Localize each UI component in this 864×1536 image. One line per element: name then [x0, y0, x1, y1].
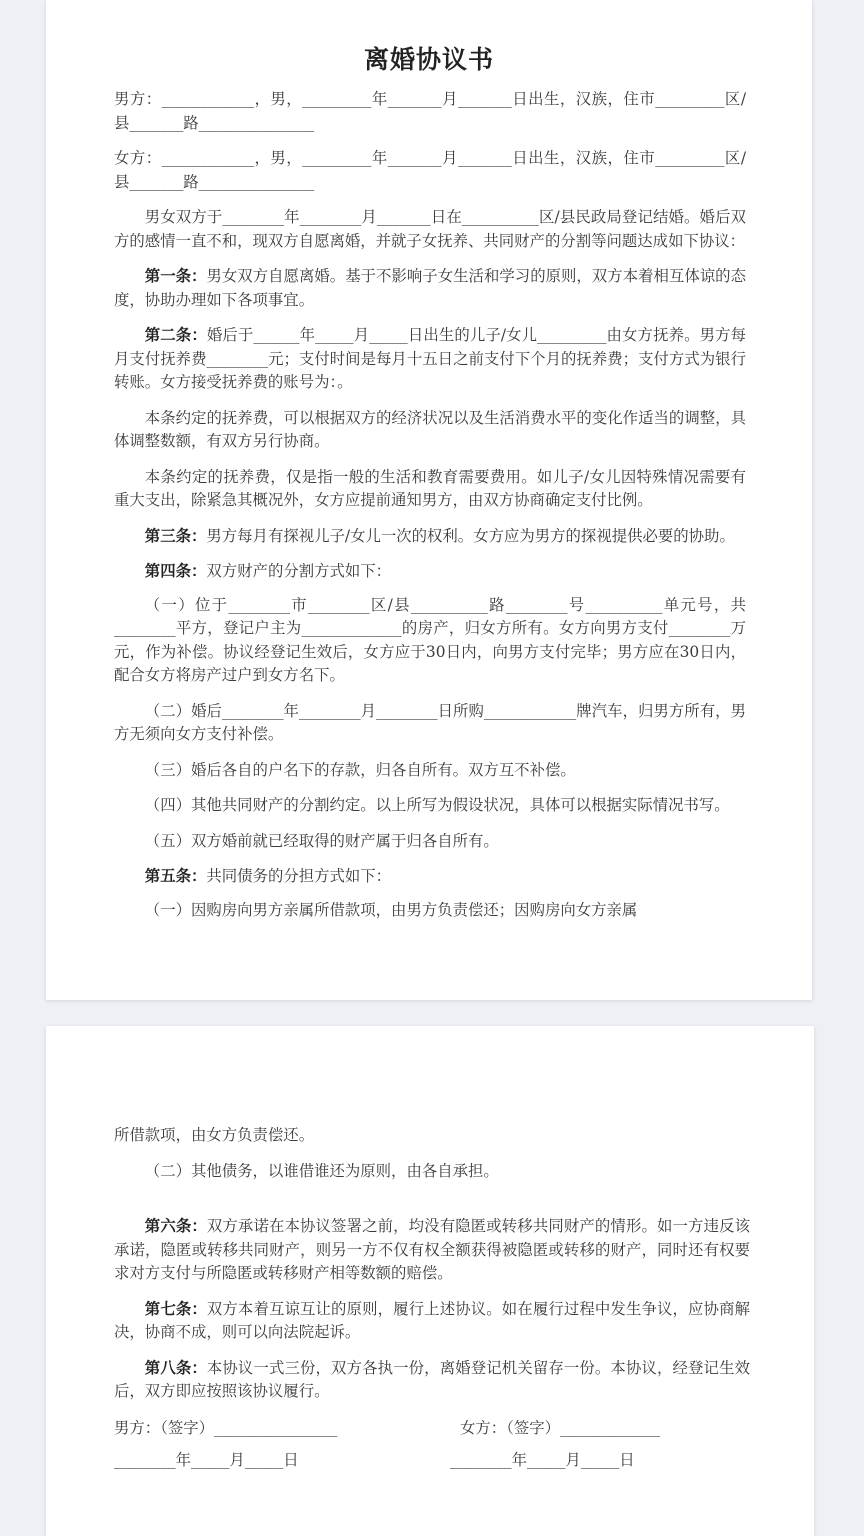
article-4-item-5: （五）双方婚前就已经取得的财产属于归各自所有。: [144, 831, 499, 850]
male-signature-date: ________年_____月_____日: [114, 1451, 299, 1469]
preamble-paragraph: 男女双方于________年________月_______日在__________区/县民政局登记结婚。婚后双方的感情一直不和，现双方自愿离婚，并就子女抚养、共同财产的分割等问题达成如下协议：: [114, 208, 746, 250]
article-5-item-1: （一）因购房向男方亲属所借款项，由男方负责偿还；因购房向女方亲属: [144, 900, 638, 919]
article-4: 第四条：双方财产的分割方式如下：: [144, 562, 392, 580]
article-3: 第三条：男方每月有探视儿子/女儿一次的权利。女方应为男方的探视提供必要的协助。: [144, 526, 735, 545]
article-4-item-2: （二）婚后________年________月________日所购____________牌汽车，归男方所有，男方无须向女方支付补偿。: [114, 701, 746, 743]
article-4-item-1: （一）位于________市________区/县__________路________号__________单元号，共________平方，登记户主为_____________的房产，归女方所有。女方向男方支付________万元，作为补偿。协议经登记生效后，女方应于30日内，向男方支付完毕；男方应在30日内，配合女方将房产过户到女方名下。: [114, 595, 746, 684]
male-signature-line: 男方：（签字）________________: [114, 1419, 338, 1437]
female-party-info: 女方：____________，男，_________年_______月_______日出生，汉族，住市_________区/县_______路_______________: [114, 149, 746, 191]
document-page-1: [46, 0, 812, 1000]
document-title: 离婚协议书: [363, 45, 494, 74]
spacer: [114, 1195, 750, 1215]
document-page-2: [46, 1026, 814, 1536]
page-2-body: [114, 1124, 750, 1416]
female-signature-line: 女方：（签字）_____________: [460, 1419, 661, 1437]
article-1: 第一条：男女双方自愿离婚。基于不影响子女生活和学习的原则，双方本着相互体谅的态度，协助办理如下各项事宜。: [114, 267, 746, 309]
page-1-body: [114, 88, 746, 934]
article-5-item-1-continued: 所借款项，由女方负责偿还。: [114, 1126, 315, 1144]
article-5-item-2: （二）其他债务，以谁借谁还为原则，由各自承担。: [144, 1161, 499, 1180]
article-6: 第六条：双方承诺在本协议签署之前，均没有隐匿或转移共同财产的情形。如一方违反该承诺，隐匿或转移共同财产，则另一方不仅有权全额获得被隐匿或转移的财产，同时还有权要求对方支付与所隐匿或转移财产相等数额的赔偿。: [114, 1217, 750, 1282]
male-party-info: 男方：____________，男，_________年_______月_______日出生，汉族，住市_________区/县_______路_______________: [114, 90, 746, 132]
article-4-item-4: （四）其他共同财产的分割约定。以上所写为假设状况，具体可以根据实际情况书写。: [144, 796, 730, 814]
article-7: 第七条：双方本着互谅互让的原则，履行上述协议。如在履行过程中发生争议，应协商解决，协商不成，则可以向法院起诉。: [114, 1299, 750, 1341]
article-4-item-3: （三）婚后各自的户名下的存款，归各自所有。双方互不补偿。: [144, 760, 576, 779]
article-8: 第八条：本协议一式三份，双方各执一份，离婚登记机关留存一份。本协议，经登记生效后，双方即应按照该协议履行。: [114, 1358, 750, 1400]
article-2-note-1: 本条约定的抚养费，可以根据双方的经济状况以及生活消费水平的变化作适当的调整，具体调整数额，有双方另行协商。: [114, 408, 746, 450]
article-2-note-2: 本条约定的抚养费，仅是指一般的生活和教育需要费用。如儿子/女儿因特殊情况需要有重大支出，除紧急其概况外，女方应提前通知男方，由双方协商确定支付比例。: [114, 467, 746, 509]
female-signature-date: ________年_____月_____日: [450, 1451, 635, 1469]
article-2: 第二条：婚后于______年_____月_____日出生的儿子/女儿_________由女方抚养。男方每月支付抚养费________元；支付时间是每月十五日之前支付下个月的抚养费；支付方式为银行转账。女方接受抚养费的账号为：。: [114, 326, 746, 391]
article-5: 第五条：共同债务的分担方式如下：: [144, 867, 392, 885]
